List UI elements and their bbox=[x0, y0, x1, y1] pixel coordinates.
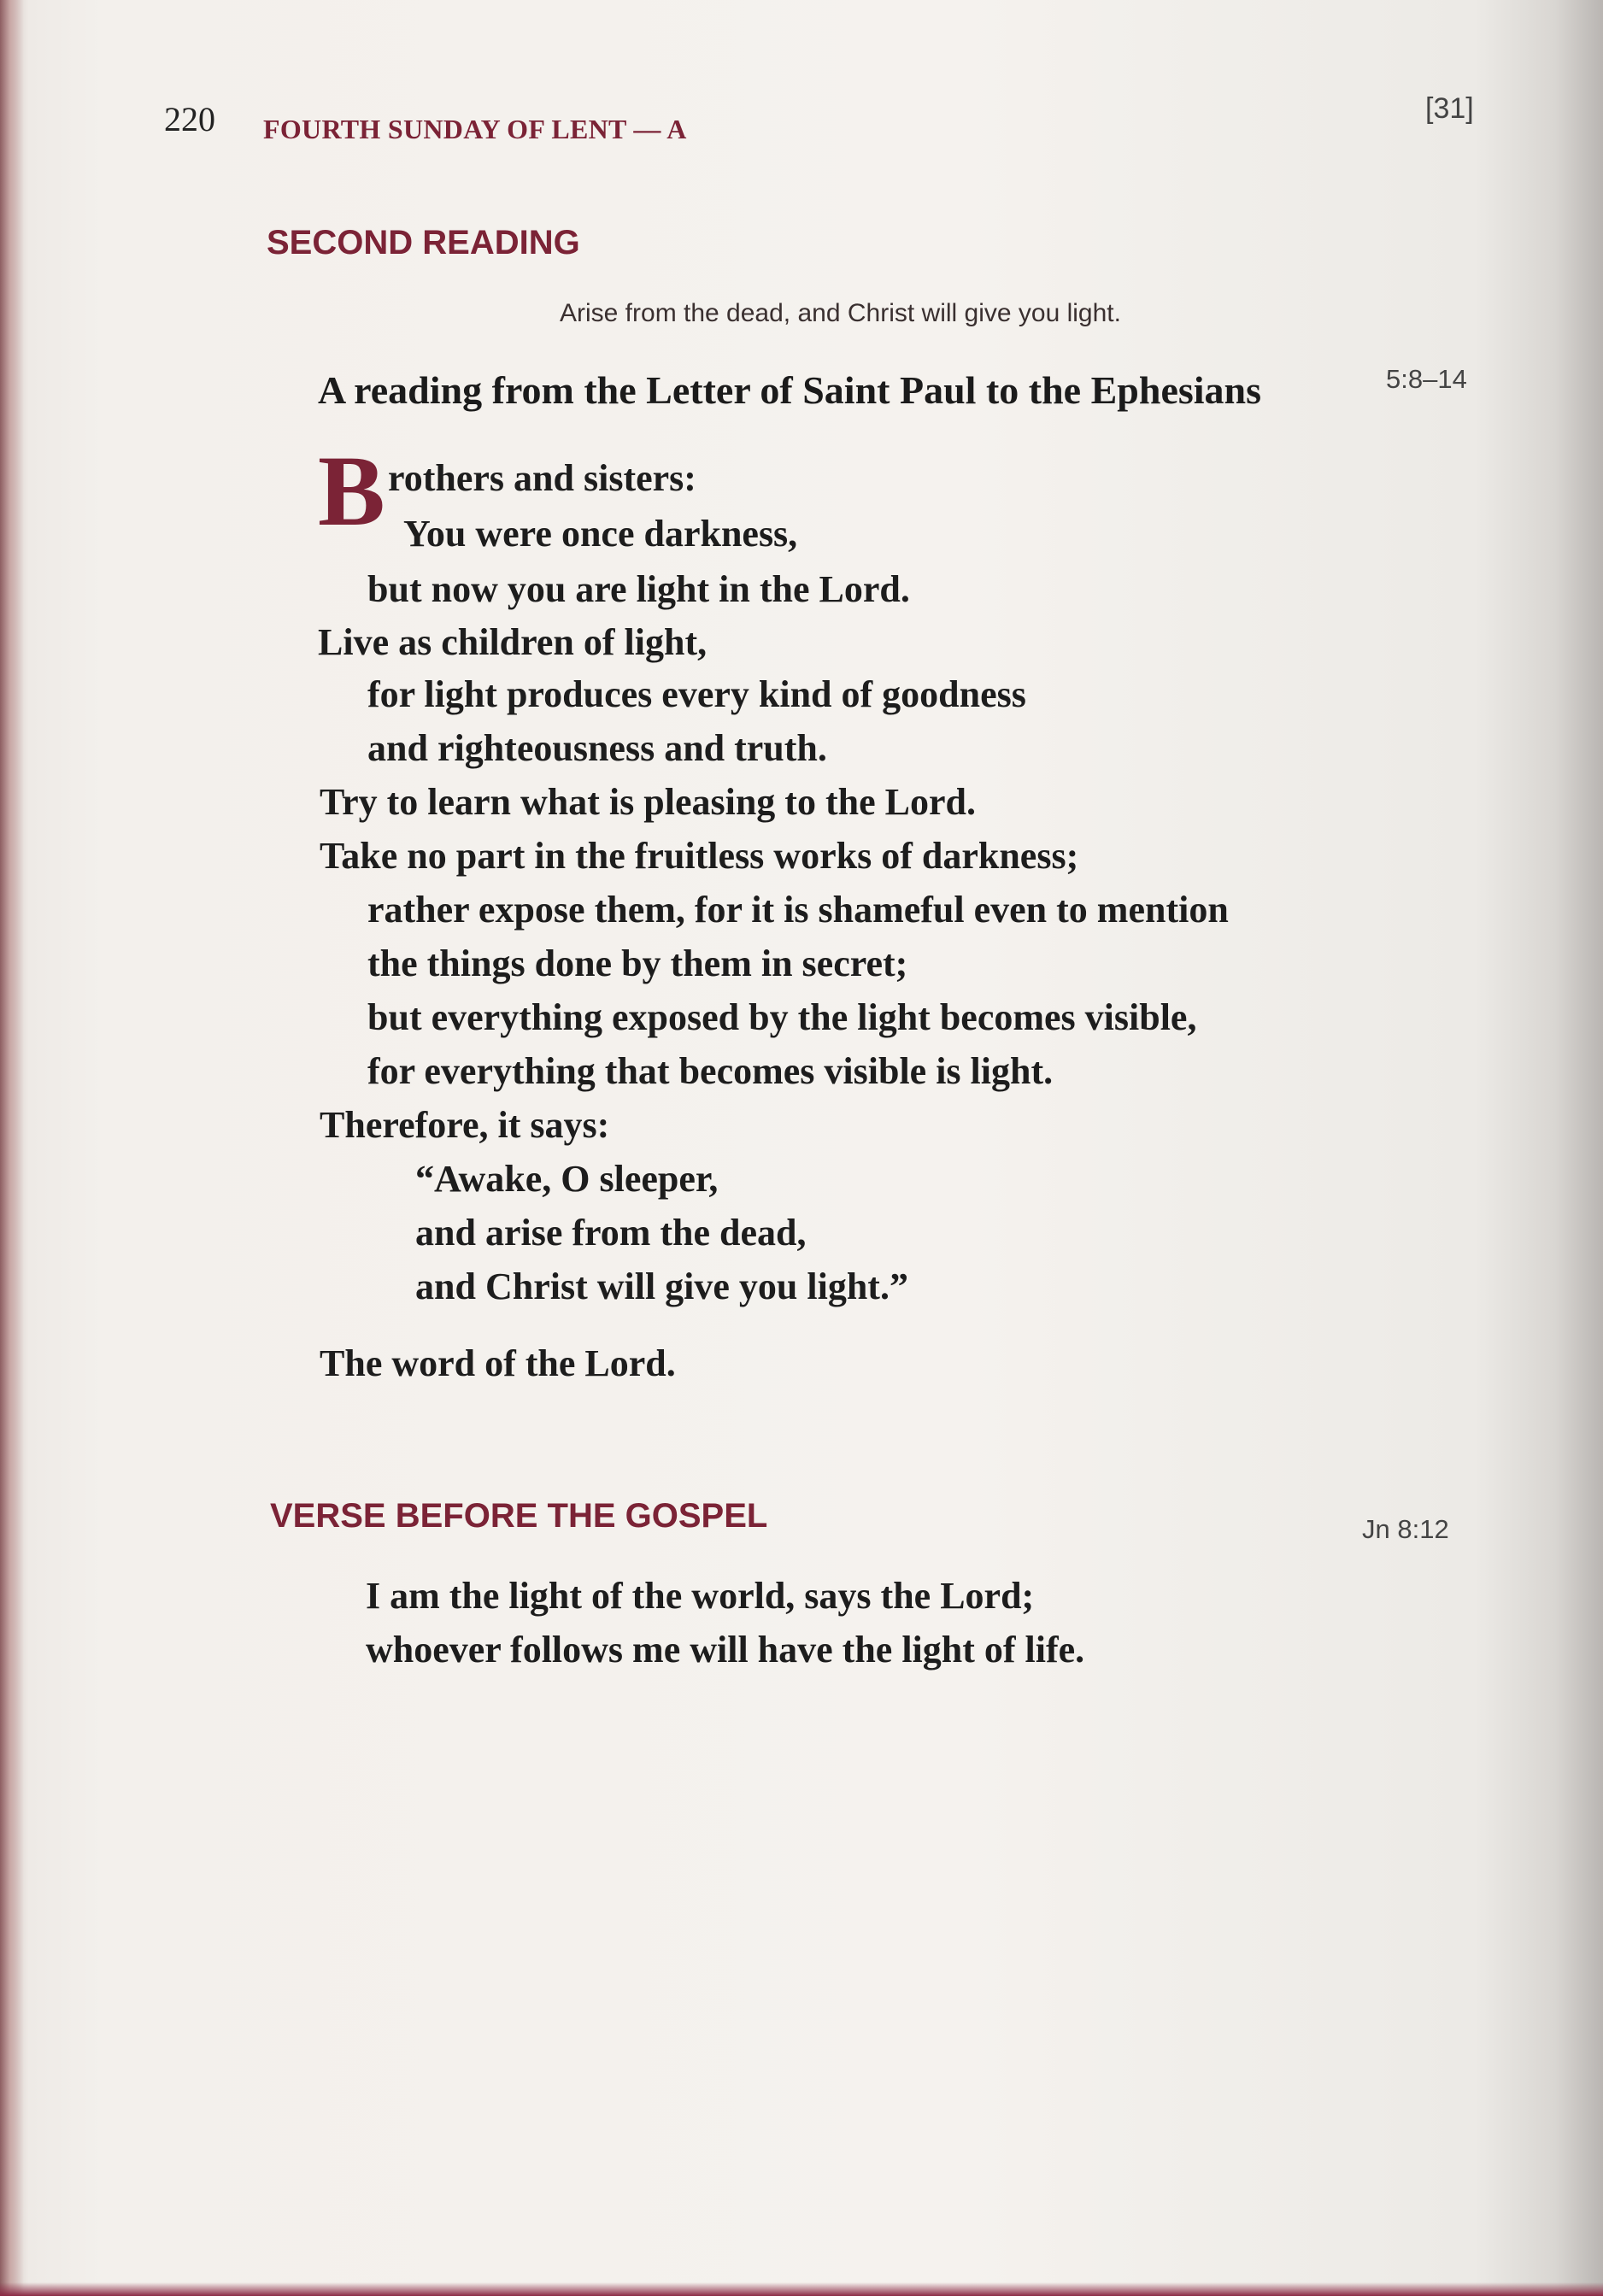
reading-line: the things done by them in secret; bbox=[367, 942, 908, 984]
second-reading-heading: SECOND READING bbox=[267, 224, 580, 261]
reading-line: and arise from the dead, bbox=[415, 1212, 807, 1254]
reading-line: Try to learn what is pleasing to the Lord. bbox=[320, 781, 976, 823]
reading-line: and righteousness and truth. bbox=[367, 727, 827, 769]
reading-line: Therefore, it says: bbox=[320, 1104, 610, 1146]
reading-line: Live as children of light, bbox=[318, 621, 708, 663]
gospel-verse-line: whoever follows me will have the light of life. bbox=[366, 1629, 1085, 1671]
reading-introduction: A reading from the Letter of Saint Paul to the Ephesians bbox=[318, 368, 1262, 412]
reading-line: for light produces every kind of goodness bbox=[367, 673, 1026, 715]
reading-line: rather expose them, for it is shameful even to mention bbox=[367, 889, 1229, 931]
reading-line: but everything exposed by the light becomes visible, bbox=[367, 996, 1197, 1038]
reading-line: but now you are light in the Lord. bbox=[367, 568, 910, 610]
gospel-verse-citation: Jn 8:12 bbox=[1362, 1514, 1449, 1544]
reading-line: and Christ will give you light.” bbox=[415, 1265, 908, 1307]
section-number: [31] bbox=[1425, 92, 1474, 125]
reading-citation: 5:8–14 bbox=[1386, 364, 1467, 394]
reading-line: “Awake, O sleeper, bbox=[415, 1158, 719, 1200]
drop-cap: B bbox=[318, 435, 385, 547]
reading-line: Take no part in the fruitless works of darkness; bbox=[320, 835, 1079, 877]
reading-conclusion: The word of the Lord. bbox=[320, 1342, 676, 1384]
gospel-verse-line: I am the light of the world, says the Lord; bbox=[366, 1575, 1035, 1617]
page-number: 220 bbox=[164, 100, 215, 138]
reading-line: You were once darkness, bbox=[403, 513, 798, 555]
reading-line: rothers and sisters: bbox=[388, 457, 696, 499]
running-head-title: FOURTH SUNDAY OF LENT — A bbox=[263, 114, 687, 144]
reading-theme: Arise from the dead, and Christ will give you light. bbox=[560, 299, 1121, 327]
reading-line: for everything that becomes visible is light. bbox=[367, 1050, 1054, 1092]
verse-before-gospel-heading: VERSE BEFORE THE GOSPEL bbox=[270, 1497, 768, 1535]
